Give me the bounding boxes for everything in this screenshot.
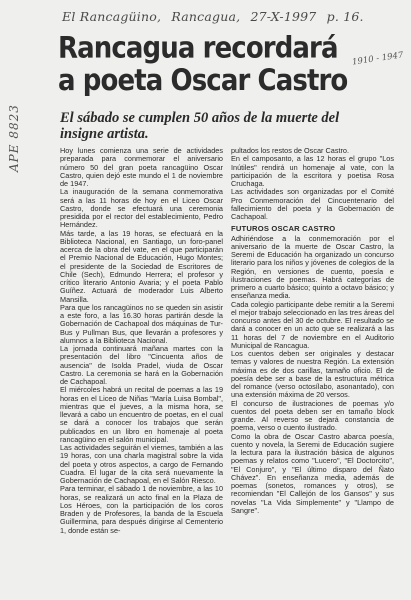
article-column-1 [60, 147, 223, 597]
years-note: 1910 - 1947 [351, 50, 404, 68]
source-page: p. 16. [326, 9, 364, 24]
source-city: Rancagua, [171, 9, 241, 24]
paragraph: Las actividades son organizadas por el Comité Pro Conmemoración del Cincuentenario del fallecimiento del poeta y la Gobernación de Cachapoal. [231, 187, 394, 221]
article-column-2 [231, 147, 394, 597]
paragraph: Para terminar, el sábado 1 de noviembre, a las 10 horas, se realizará un acto final en la Plaza de Los Héroes, con la participación de los coros Braden y de Profesores, la banda de la Escuela Guillermina, para después dirigirse al Cementerio 1, donde están se- [60, 484, 223, 535]
article-headline [58, 33, 393, 98]
paragraph: La inauguración de la semana conmemorativa será a las 11 horas de hoy en el Liceo Oscar Castro, donde se efectuará una ceremonia presidida por el rector del establecimiento, Pedro Hernández. [60, 187, 223, 230]
paragraph: Las actividades seguirán el viernes, también a las 19 horas, con una charla magistral sobre la vida del poeta y otros aspectos, a cargo de Fernando Cuadra. El lugar de la cita será nuevamente la Gobernación de Cachapoal, en el Salón Riesco. [60, 443, 223, 485]
headline-line-2: a poeta Oscar Castro [58, 64, 348, 98]
handwritten-source-note [62, 9, 392, 33]
paragraph: La jornada continuará mañana martes con la presentación del libro "Cincuenta años de ausencia" de Isolda Pradel, viuda de Oscar Castro. La ceremonia se hará en la Gobernación de Cachapoal. [60, 344, 223, 386]
paragraph: pultados los restos de Oscar Castro. [231, 147, 350, 155]
paragraph: Para que los rancagüinos no se queden sin asistir a este foro, a las 16.30 horas partirán desde la Gobernación de Cachapoal dos máquinas de Tur-Bus y Pullman Bus, que llevarán a profesores y alumnos a la Biblioteca Nacional. [60, 302, 223, 345]
paragraph: Hoy lunes comienza una serie de actividades preparada para conmemorar el aniversario número 50 del gran poeta rancagüino Oscar Castro, quien dejó este mundo el 1 de noviembre de 1947. [60, 147, 223, 188]
source-newspaper: El Rancagüino, [62, 9, 162, 24]
archive-code-stamp: APE 8823 [7, 104, 21, 172]
paragraph: Más tarde, a las 19 horas, se efectuará en la Biblioteca Nacional, en Santiago, un foro-panel acerca de la obra del vate, en el que participarán el Premio Nacional de Educación, Hugo Montes; el presidente de la Sociedad de Escritores de Chile (Sech), Edmundo Herrera; el profesor y crítico literario Antonio Avaria; y el poeta Pablo Guíñez. Actuará de moderador Luis Alberto Mansilla. [60, 228, 223, 304]
article-subtitle: El sábado se cumplen 50 años de la muerte del insigne artista. [60, 110, 340, 142]
source-date: 27-X-1997 [250, 9, 317, 24]
paragraph: Cada colegio participante debe remitir a la Seremi el mejor trabajo seleccionado en las tres áreas del concurso antes del 30 de octubre. El resultado se dará a conocer en un acto que se realizará a las 11 horas del 7 de noviembre en el Auditorio Municipal de Rancagua. [231, 299, 394, 350]
paragraph: En el camposanto, a las 12 horas el grupo "Los Inútiles" rendirá un homenaje al vate, con la participación de la escritora y poetisa Rosa Cruchaga. [231, 154, 394, 188]
article-body [60, 147, 394, 597]
paragraph: Como la obra de Oscar Castro abarca poesía, cuento y novela, la Seremi de Educación sugiere la lectura para la ilustración básica de algunos poemas y relatos como "Lucero", "El Doctorcito", "El Conjuro", y "El último disparo del Ñato Chávez". En enseñanza media, además de poemas (sonetos, romances y otros), se recomiendan "El Callejón de los Gansos" y sus novelas "La Vida Simplemente" y "Llampo de Sangre". [231, 431, 394, 515]
paragraph: Los cuentos deben ser originales y destacar temas y valores de nuestra Región. La extensión máxima es de dos carillas, tamaño oficio. El de poesía debe ser a base de la estructura métrica del romance (verso octosílabo, asonantado), con una extensión máxima de 20 versos. [231, 349, 394, 400]
paragraph: El concurso de ilustraciones de poemas y/o cuentos del poeta deben ser en tamaño block grande. Al reverso se dejará constancia de poema, verso o cuento ilustrado. [231, 398, 394, 433]
paragraph: Adhiriéndose a la conmemoración por el aniversario de la muerte de Oscar Castro, la Seremi de Educación ha organizado un concurso literario para los niños y jóvenes de colegios de la Región, en versiones de cuento, poesía e ilustraciones de poemas. Habrá categorías de primero a cuarto básico; quinto a octavo básico; y enseñanza media. [231, 233, 394, 301]
headline-line-1: Rancagua recordará [58, 31, 338, 66]
section-heading: FUTUROS OSCAR CASTRO [231, 224, 336, 234]
paragraph: El miércoles habrá un recital de poemas a las 19 horas en el Liceo de Niñas "María Luisa Bombal", mientras que el jueves, a la misma hora, se llevará a cabo un encuentro de poetas, en el cual se dará a conocer los trabajos que serán publicados en un libro en homenaje al poeta rancagüino en el salón municipal. [60, 385, 223, 444]
